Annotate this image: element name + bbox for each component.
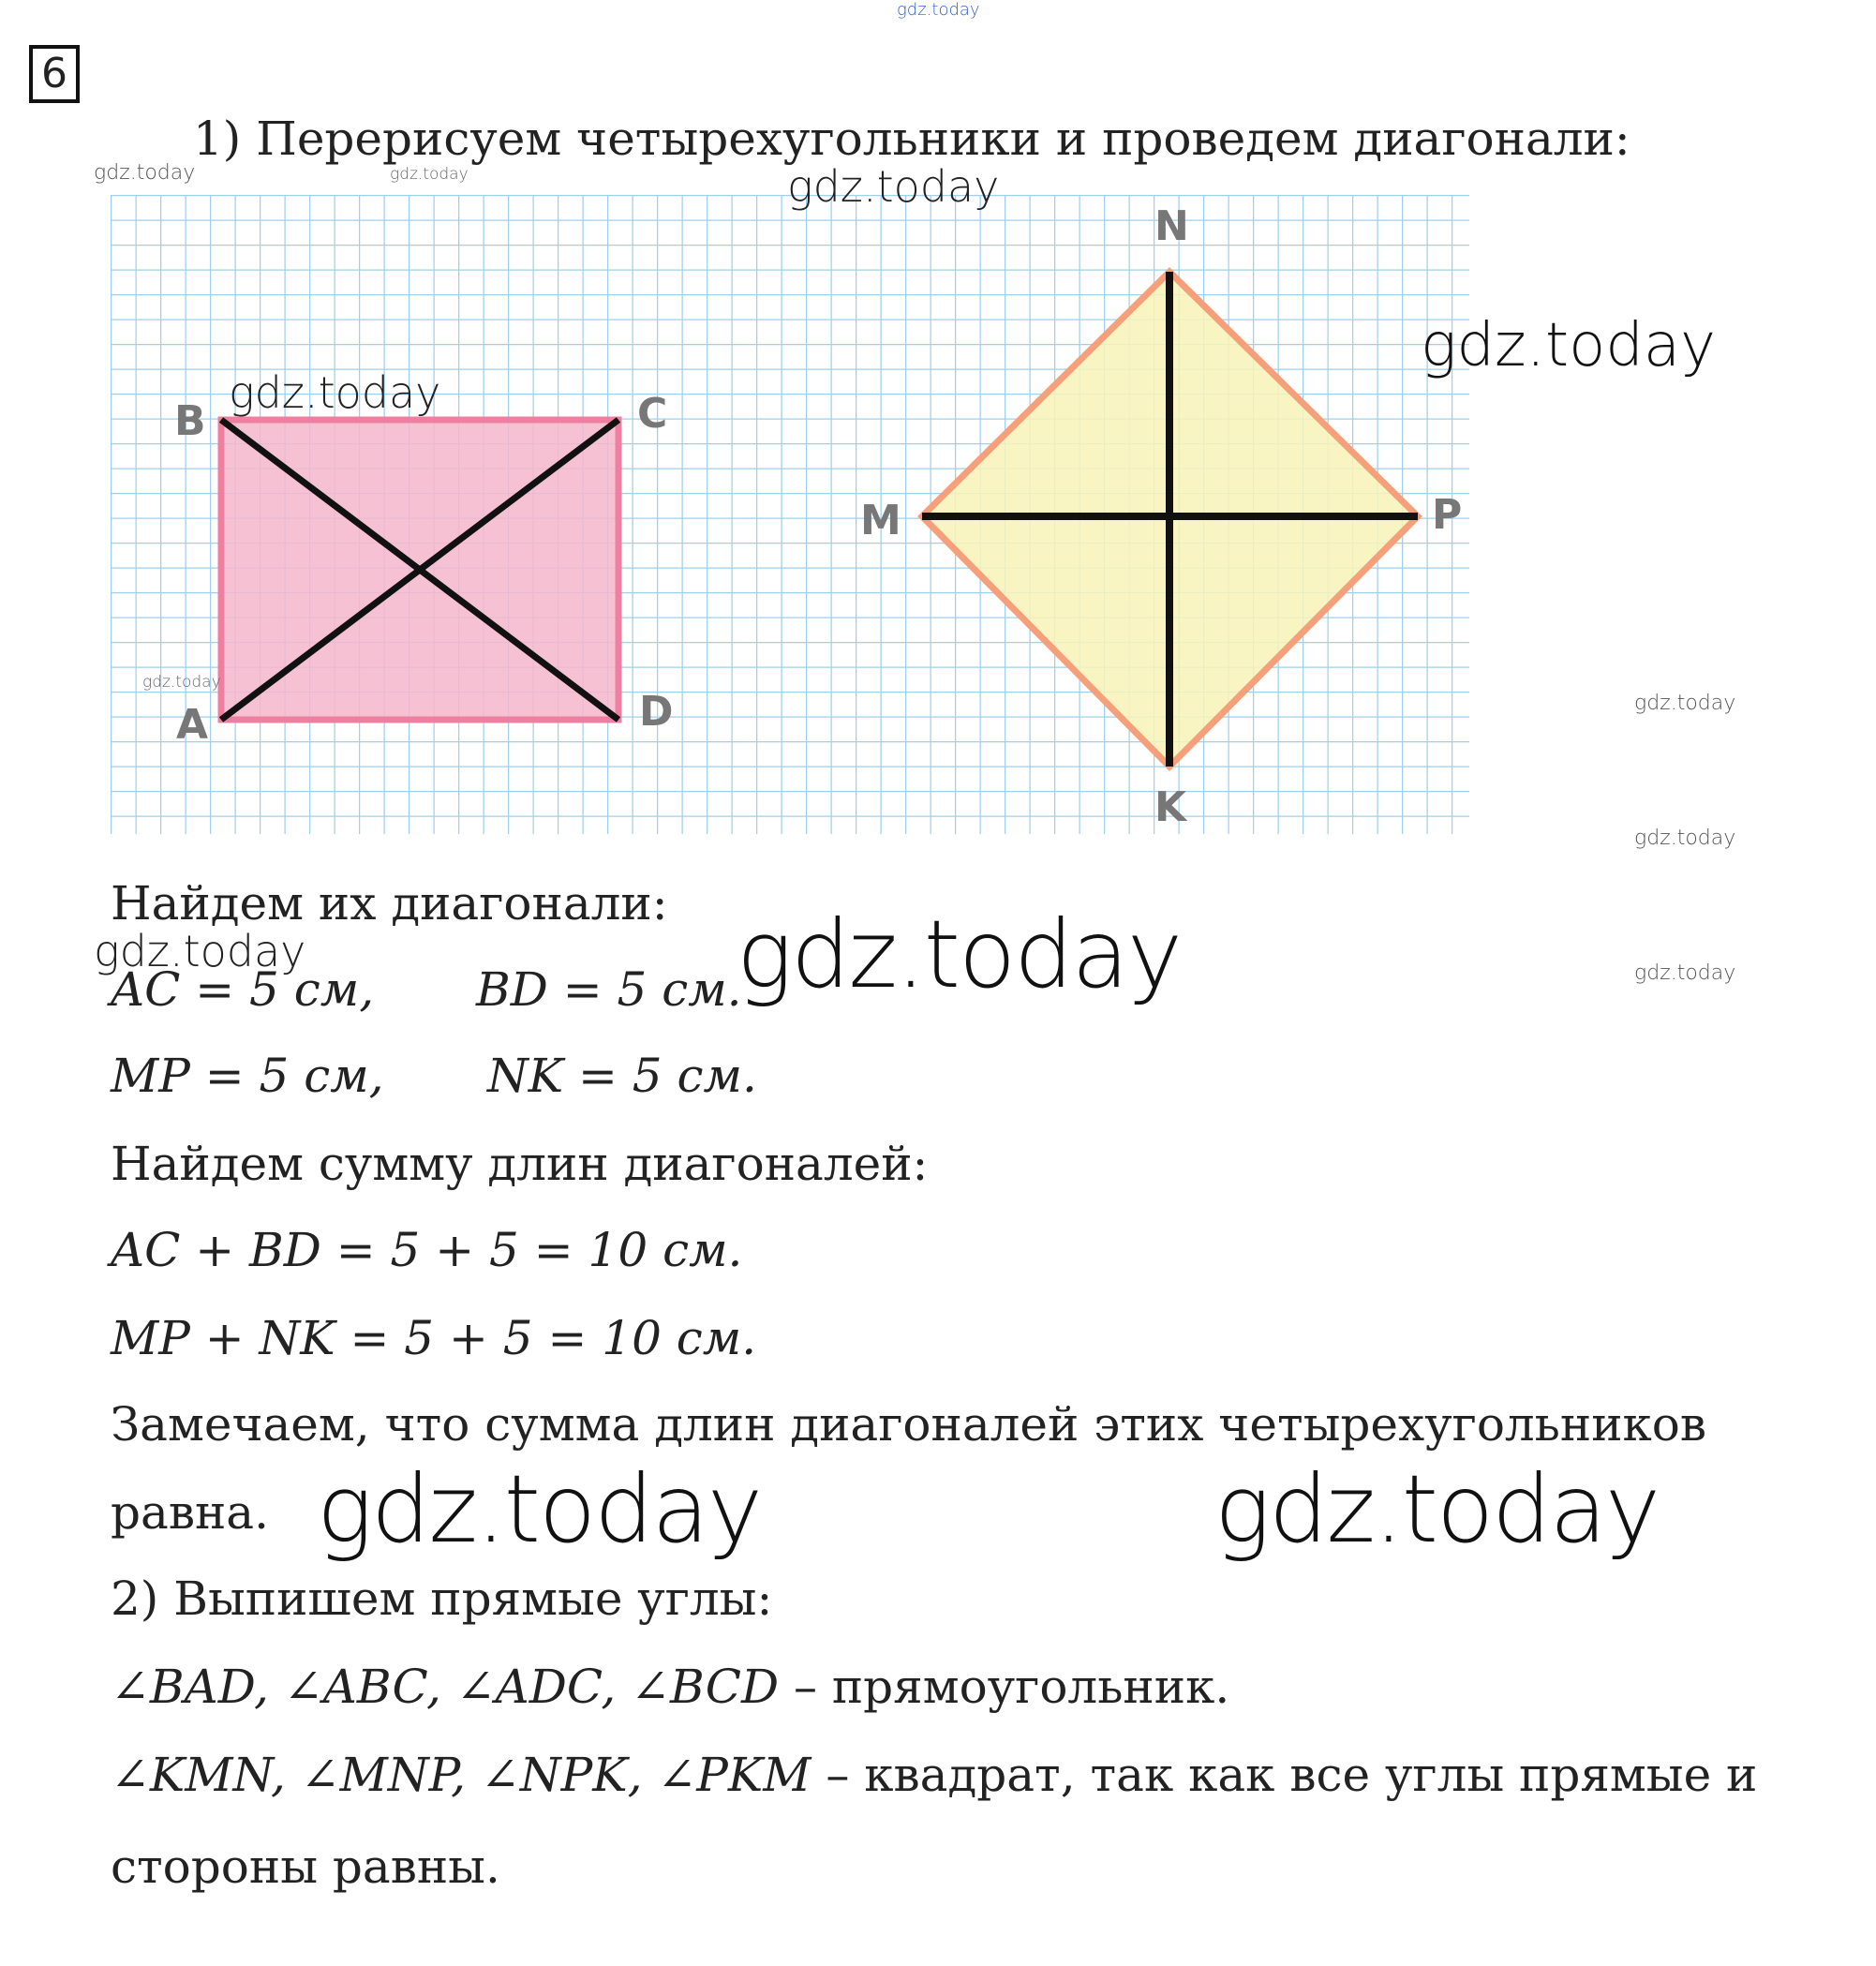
find-diagonals: Найдем их диагонали: [111,876,668,931]
sum-ac-bd: AC + BD = 5 + 5 = 10 см. [111,1223,743,1277]
ac-length: AC = 5 см, [111,962,375,1017]
mp-length: MP = 5 см, [111,1049,384,1103]
watermark: gdz.today [787,161,1000,212]
label-c: C [637,390,668,438]
notice-line-1: Замечаем, что сумма длин диагоналей этих четырехугольников [111,1397,1707,1452]
notice-line-2: равна. [111,1485,269,1540]
watermark: gdz.today [1634,692,1736,715]
angles-rectangle-text: – прямоугольник. [793,1660,1230,1714]
label-d: D [639,688,674,736]
watermark: gdz.today [142,673,221,692]
sum-mp-nk: MP + NK = 5 + 5 = 10 см. [111,1311,757,1365]
watermark: gdz.today [94,926,306,976]
part2-heading: 2) Выпишем прямые углы: [111,1571,773,1626]
angles-square-math: ∠KMN, ∠MNP, ∠NPK, ∠PKM [111,1748,811,1802]
watermark: gdz.today [1634,827,1736,850]
angles-rectangle-math: ∠BAD, ∠ABC, ∠ADC, ∠BCD [111,1660,780,1714]
angles-square-text: – квадрат, так как все углы прямые и [826,1748,1758,1802]
angles-rectangle [111,1659,1229,1715]
label-p: P [1432,491,1463,539]
watermark: gdz.today [1214,1454,1660,1564]
angles-square [111,1747,1757,1803]
watermark: gdz.today [1421,311,1716,380]
quadrilaterals-figure [111,195,1469,842]
bd-length: BD = 5 см. [476,962,742,1017]
watermark: gdz.today [390,165,469,184]
watermark: gdz.today [737,900,1182,1009]
heading: 1) Перерисуем четырехугольники и проведем диагонали: [193,112,1630,166]
label-b: B [174,397,206,445]
watermark: gdz.today [897,0,980,20]
label-a: A [176,701,209,749]
watermark: gdz.today [1634,961,1736,985]
angles-square-cont: стороны равны. [111,1839,500,1894]
label-m: M [860,497,901,544]
task-number: 6 [29,45,80,103]
watermark: gdz.today [229,367,441,418]
label-k: K [1154,783,1187,831]
watermark: gdz.today [94,161,196,185]
nk-length: NK = 5 см. [487,1049,757,1103]
watermark: gdz.today [317,1454,762,1564]
label-n: N [1154,202,1189,250]
find-sum: Найдем сумму длин диагоналей: [111,1137,929,1191]
